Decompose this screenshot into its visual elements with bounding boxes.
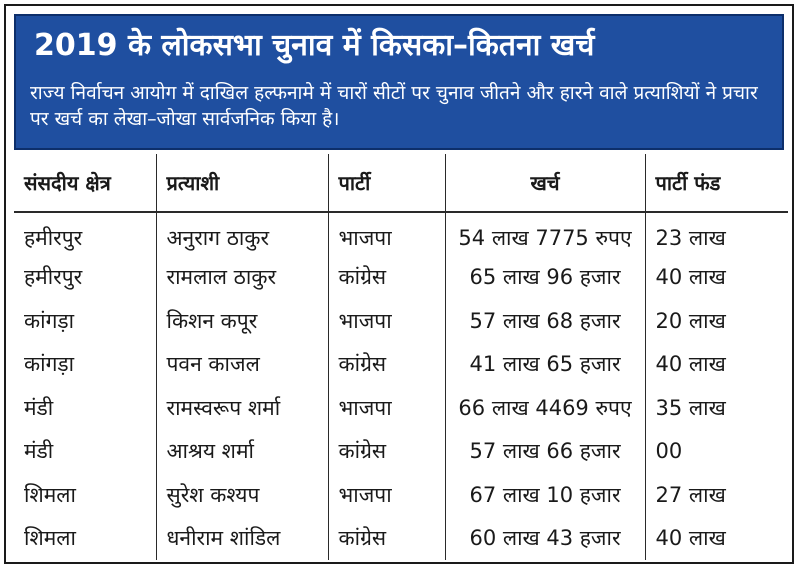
page-title: 2019 के लोकसभा चुनाव में किसका–कितना खर्च <box>34 28 595 63</box>
party-fund-cell: 23 लाख <box>645 212 788 256</box>
constituency-cell: शिमला <box>24 482 76 507</box>
constituency-cell: हमीरपुर <box>24 265 83 290</box>
constituency-cell: मंडी <box>24 439 54 464</box>
column-header-party: पार्टी <box>328 154 445 212</box>
constituency-cell: मंडी <box>24 395 54 420</box>
table-row <box>14 517 788 561</box>
candidate-cell: आश्रय शर्मा <box>156 430 328 474</box>
party-cell: भाजपा <box>328 473 445 517</box>
expense-cell: 41 लाख 65 हजार <box>445 343 645 387</box>
party-cell: भाजपा <box>328 212 445 256</box>
candidate-cell: रामलाल ठाकुर <box>156 256 328 300</box>
candidate-cell: सुरेश कश्यप <box>156 473 328 517</box>
party-cell: कांग्रेस <box>328 256 445 300</box>
expense-cell: 54 लाख 7775 रुपए <box>445 212 645 256</box>
party-cell: कांग्रेस <box>328 343 445 387</box>
candidate-cell: रामस्वरूप शर्मा <box>156 386 328 430</box>
candidate-cell: पवन काजल <box>156 343 328 387</box>
party-fund-cell: 40 लाख <box>645 343 788 387</box>
table-row <box>14 212 788 256</box>
table-row <box>14 386 788 430</box>
party-fund-cell: 40 लाख <box>645 256 788 300</box>
party-fund-cell: 35 लाख <box>645 386 788 430</box>
expense-cell: 67 लाख 10 हजार <box>445 473 645 517</box>
expense-cell: 65 लाख 96 हजार <box>445 256 645 300</box>
header-banner <box>14 14 784 150</box>
table-row <box>14 343 788 387</box>
table-row <box>14 256 788 300</box>
party-fund-cell: 00 <box>645 430 788 474</box>
expense-cell: 57 लाख 66 हजार <box>445 430 645 474</box>
column-header-candidate: प्रत्याशी <box>156 154 328 212</box>
party-fund-cell: 20 लाख <box>645 299 788 343</box>
table-row <box>14 430 788 474</box>
party-fund-cell: 40 लाख <box>645 517 788 561</box>
constituency-cell: शिमला <box>24 526 76 551</box>
constituency-cell: हमीरपुर <box>24 226 83 251</box>
table-header-row <box>14 154 788 212</box>
expense-cell: 66 लाख 4469 रुपए <box>445 386 645 430</box>
party-cell: भाजपा <box>328 299 445 343</box>
party-cell: कांग्रेस <box>328 430 445 474</box>
party-cell: भाजपा <box>328 386 445 430</box>
column-header-expense: खर्च <box>445 154 645 212</box>
page-subtitle: राज्य निर्वाचन आयोग में दाखिल हल्फनामे में चारों सीटों पर चुनाव जीतने और हारने वाले प्रत्याशियों ने प्रचार पर खर्च का लेखा–जोखा सार्वजनिक किया है। <box>30 82 758 130</box>
column-header-party-fund: पार्टी फंड <box>645 154 788 212</box>
expense-cell: 60 लाख 43 हजार <box>445 517 645 561</box>
party-fund-cell: 27 लाख <box>645 473 788 517</box>
table-row <box>14 299 788 343</box>
column-header-constituency: संसदीय क्षेत्र <box>14 154 156 212</box>
candidate-cell: अनुराग ठाकुर <box>156 212 328 256</box>
candidate-cell: किशन कपूर <box>156 299 328 343</box>
infographic-frame <box>4 4 794 564</box>
table-row <box>14 473 788 517</box>
candidate-cell: धनीराम शांडिल <box>156 517 328 561</box>
constituency-cell: कांगड़ा <box>24 352 75 377</box>
constituency-cell: कांगड़ा <box>24 308 75 333</box>
expense-cell: 57 लाख 68 हजार <box>445 299 645 343</box>
party-cell: कांग्रेस <box>328 517 445 561</box>
expense-table <box>14 154 788 560</box>
